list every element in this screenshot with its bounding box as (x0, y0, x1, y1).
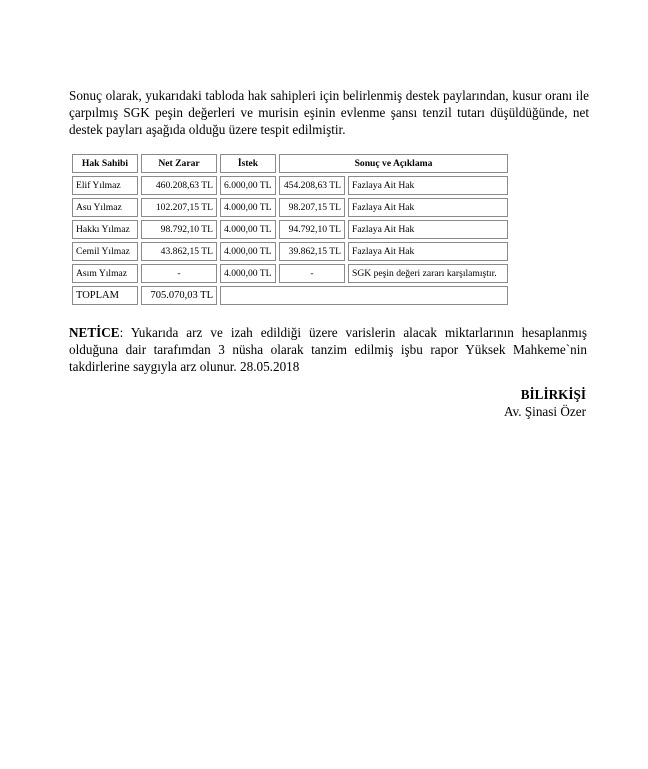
cell-name: Asım Yılmaz (72, 264, 138, 283)
cell-result: - (279, 264, 345, 283)
cell-net-zarar: - (141, 264, 217, 283)
cell-net-zarar: 460.208,63 TL (141, 176, 217, 195)
claims-table (69, 151, 511, 308)
cell-result: 454.208,63 TL (279, 176, 345, 195)
cell-name: Elif Yılmaz (72, 176, 138, 195)
cell-net-zarar: 43.862,15 TL (141, 242, 217, 261)
cell-istek: 4.000,00 TL (220, 220, 276, 239)
total-empty-cell (220, 286, 508, 305)
netice-label: NETİCE (69, 325, 120, 340)
header-hak-sahibi: Hak Sahibi (72, 154, 138, 173)
cell-istek: 4.000,00 TL (220, 198, 276, 217)
netice-text: : Yukarıda arz ve izah edildiği üzere varislerin alacak miktarlarının hesaplanmış olduğuna dair tarafımdan 3 nüsha olarak tanzim edilmiş işbu rapor Yüksek Mahkeme`nin takdirlerine saygıyla arz olunur. 28.05.2018 (69, 325, 587, 374)
signature-name: Av. Şinasi Özer (503, 404, 586, 419)
cell-result: 94.792,10 TL (279, 220, 345, 239)
table-row (72, 242, 508, 261)
cell-result: 39.862,15 TL (279, 242, 345, 261)
cell-description: SGK peşin değeri zararı karşılamıştır. (348, 264, 508, 283)
netice-paragraph (69, 324, 587, 375)
table-header-row (72, 154, 508, 173)
signature-title: BİLİRKİŞİ (520, 387, 586, 402)
cell-net-zarar: 98.792,10 TL (141, 220, 217, 239)
cell-net-zarar: 102.207,15 TL (141, 198, 217, 217)
cell-description: Fazlaya Ait Hak (348, 242, 508, 261)
total-label: TOPLAM (72, 286, 138, 305)
cell-description: Fazlaya Ait Hak (348, 198, 508, 217)
header-istek: İstek (220, 154, 276, 173)
header-sonuc-aciklama: Sonuç ve Açıklama (279, 154, 508, 173)
cell-name: Asu Yılmaz (72, 198, 138, 217)
table-total-row (72, 286, 508, 305)
signature-block (504, 386, 586, 420)
table-row (72, 198, 508, 217)
cell-description: Fazlaya Ait Hak (348, 176, 508, 195)
cell-istek: 4.000,00 TL (220, 264, 276, 283)
cell-istek: 6.000,00 TL (220, 176, 276, 195)
total-value: 705.070,03 TL (141, 286, 217, 305)
cell-istek: 4.000,00 TL (220, 242, 276, 261)
header-net-zarar: Net Zarar (141, 154, 217, 173)
cell-name: Cemil Yılmaz (72, 242, 138, 261)
table-row (72, 220, 508, 239)
cell-name: Hakkı Yılmaz (72, 220, 138, 239)
cell-description: Fazlaya Ait Hak (348, 220, 508, 239)
intro-paragraph: Sonuç olarak, yukarıdaki tabloda hak sahipleri için belirlenmiş destek paylarından, kusur oranı ile çarpılmış SGK peşin değerleri ve murisin eşinin evlenme şansı tenzil tutarı düşüldüğünde, net destek payları aşağıda olduğu üzere tespit edilmiştir. (69, 88, 589, 137)
cell-result: 98.207,15 TL (279, 198, 345, 217)
table-row (72, 264, 508, 283)
table-row (72, 176, 508, 195)
